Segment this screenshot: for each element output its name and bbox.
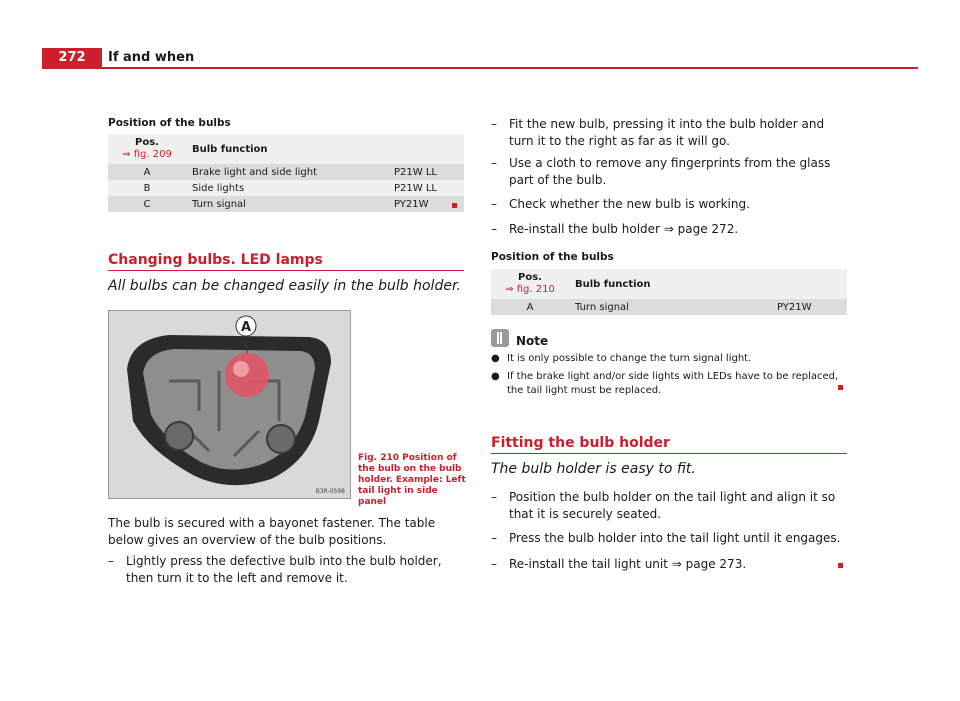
section-title: Changing bulbs. LED lamps bbox=[108, 252, 323, 268]
function-column-header: Bulb function bbox=[186, 134, 388, 164]
section-rule bbox=[108, 270, 464, 271]
step-item: – Re-install the bulb holder ⇒ page 272. bbox=[491, 222, 739, 236]
figure-caption: Fig. 210 Position of the bulb on the bulb holder. Example: Left tail light in side panel bbox=[358, 453, 466, 507]
figure-reference-link[interactable]: ⇒ fig. 210 bbox=[505, 284, 555, 295]
table-header-row bbox=[491, 269, 847, 299]
step-item: – Press the bulb holder into the tail light until it engages. bbox=[491, 531, 841, 545]
table-header-row bbox=[108, 134, 464, 164]
step-item: – Fit the new bulb, pressing it into the bulb holder and turn it to the right as far as it will go. bbox=[491, 117, 825, 148]
section-subtitle: All bulbs can be changed easily in the bulb holder. bbox=[108, 278, 461, 294]
section-subtitle: The bulb holder is easy to fit. bbox=[491, 461, 696, 477]
note-icon bbox=[491, 329, 509, 347]
pos-column-header: Pos. ⇒ fig. 210 bbox=[491, 269, 569, 299]
table-row: C Turn signal PY21W bbox=[108, 196, 464, 212]
end-of-section-marker bbox=[838, 563, 843, 568]
table-title: Position of the bulbs bbox=[491, 251, 614, 263]
end-of-section-marker bbox=[452, 203, 457, 208]
bulb-table-2 bbox=[491, 269, 847, 315]
pos-column-header: Pos. ⇒ fig. 209 bbox=[108, 134, 186, 164]
bulb-holder-illustration bbox=[109, 311, 350, 498]
figure-reference-link[interactable]: ⇒ fig. 209 bbox=[122, 149, 172, 160]
table-row: A Turn signal PY21W bbox=[491, 299, 847, 315]
bulb-holder-figure bbox=[108, 310, 351, 499]
step-item: – Lightly press the defective bulb into the bulb holder, then turn it to the left and remove it. bbox=[108, 554, 442, 585]
callout-label: A bbox=[240, 320, 252, 335]
table-row: A Brake light and side light P21W LL bbox=[108, 164, 464, 180]
end-of-section-marker bbox=[838, 385, 843, 390]
step-item: – Position the bulb holder on the tail light and align it so that it is securely seated. bbox=[491, 490, 836, 521]
step-item: – Use a cloth to remove any fingerprints from the glass part of the bulb. bbox=[491, 156, 831, 187]
chapter-title: If and when bbox=[108, 50, 195, 65]
table-title: Position of the bulbs bbox=[108, 117, 231, 129]
header-rule bbox=[42, 67, 918, 69]
bulb-table-1 bbox=[108, 134, 464, 212]
paragraph: The bulb is secured with a bayonet fastener. The table below gives an overview of the bulb positions. bbox=[108, 516, 436, 547]
step-item: – Re-install the tail light unit ⇒ page 273. bbox=[491, 557, 747, 571]
note-title: Note bbox=[516, 334, 549, 348]
step-item: – Check whether the new bulb is working. bbox=[491, 197, 750, 211]
figure-code: B3R-0598 bbox=[315, 488, 345, 495]
section-title: Fitting the bulb holder bbox=[491, 435, 670, 451]
section-rule bbox=[491, 453, 847, 454]
page-number: 272 bbox=[42, 48, 102, 68]
table-row: B Side lights P21W LL bbox=[108, 180, 464, 196]
function-column-header: Bulb function bbox=[569, 269, 771, 299]
